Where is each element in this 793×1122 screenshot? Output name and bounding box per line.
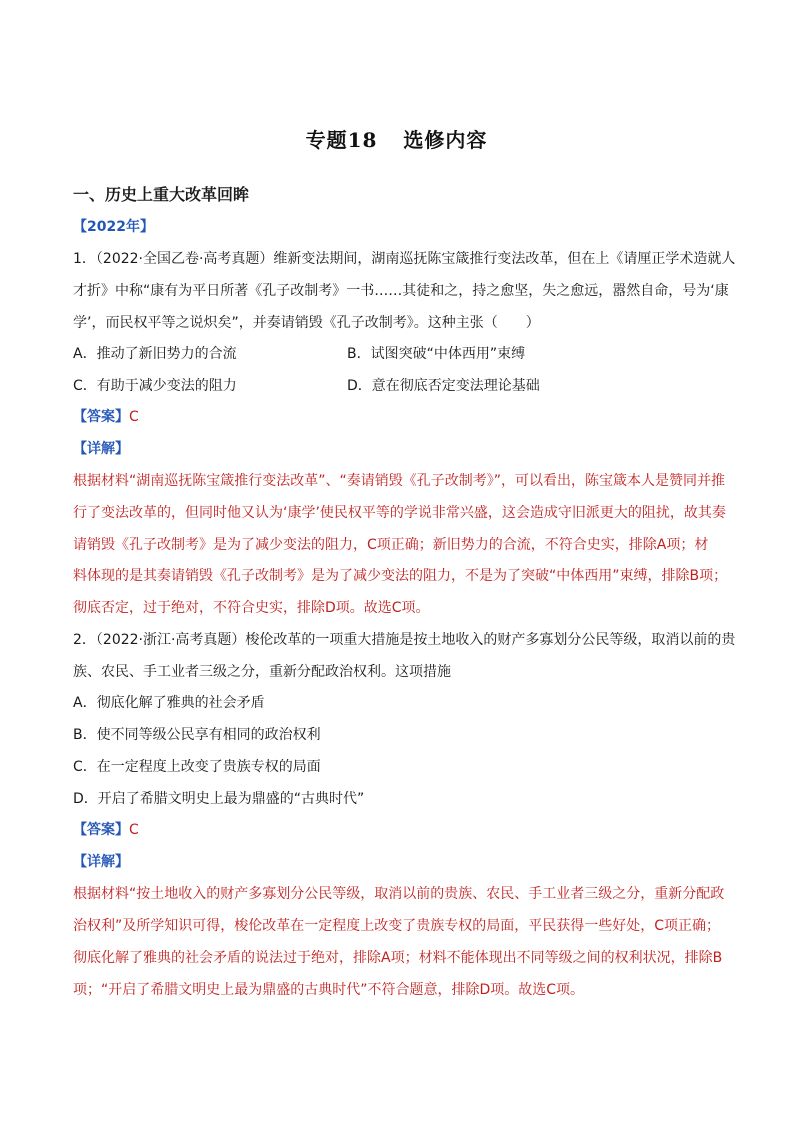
q1-option-d: D．意在彻底否定变法理论基础 (347, 378, 540, 394)
q1-option-c: C．有助于减少变法的阻力 (73, 378, 237, 394)
q2-detail-line: 根据材料“按土地收入的财产多寡划分公民等级，取消以前的贵族、农民、手工业者三级之分，重新分配政 (73, 886, 725, 902)
q2-detail-line: 彻底化解了雅典的社会矛盾的说法过于绝对，排除A项；材料不能体现出不同等级之间的权利状况，排除B (73, 950, 723, 966)
q1-stem-line: 1．（2022·全国乙卷·高考真题）维新变法期间，湖南巡抚陈宝箴推行变法改革，但在上《请厘正学术造就人 (73, 251, 736, 267)
q2-stem-line: 2．（2022·浙江·高考真题）梭伦改革的一项重大措施是按土地收入的财产多寡划分公民等级，取消以前的贵 (73, 632, 736, 648)
q1-detail-label: 【详解】 (73, 441, 129, 457)
q1-option-b: B．试图突破“中体西用”束缚 (347, 346, 526, 362)
page-title-part1: 专题18 (305, 128, 378, 152)
q2-detail-line: 治权利”及所学知识可得，梭伦改革在一定程度上改变了贵族专权的局面，平民获得一些好处，C项正确； (73, 918, 721, 934)
year-tag: 【2022年】 (73, 219, 154, 235)
section-heading: 一、历史上重大改革回眸 (73, 185, 250, 204)
q1-detail-line: 根据材料“湖南巡抚陈宝箴推行变法改革”、“奏请销毁《孔子改制考》”，可以看出，陈宝箴本人是赞同并推 (73, 473, 726, 489)
q2-option-d: D．开启了希腊文明史上最为鼎盛的“古典时代” (73, 791, 365, 807)
q1-stem-line: 学’，而民权平等之说炽矣”，并奏请销毁《孔子改制考》。这种主张（ ） (73, 315, 540, 331)
page-title (0, 124, 793, 153)
q2-answer (73, 820, 733, 840)
q2-option-a: A．彻底化解了雅典的社会矛盾 (73, 695, 265, 711)
q1-answer-label: 【答案】 (73, 409, 129, 425)
page-title-part2: 选修内容 (403, 128, 488, 152)
q1-option-a: A．推动了新旧势力的合流 (73, 346, 237, 362)
q1-stem-line: 才折》中称“康有为平日所著《孔子改制考》一书……其徒和之，持之愈坚，失之愈远，嚣然自命，号为‘康 (73, 283, 729, 299)
q2-option-c: C．在一定程度上改变了贵族专权的局面 (73, 759, 321, 775)
q1-detail-line: 请销毁《孔子改制考》是为了减少变法的阻力，C项正确；新旧势力的合流，不符合史实，排除A项；材 (73, 537, 709, 553)
q1-answer-value: C (129, 409, 139, 425)
q1-detail-line: 行了变法改革的，但同时他又认为‘康学’使民权平等的学说非常兴盛，这会造成守旧派更大的阻扰，故其奏 (73, 505, 726, 521)
q2-answer-label: 【答案】 (73, 822, 129, 838)
q2-stem-line: 族、农民、手工业者三级之分，重新分配政治权利。这项措施 (73, 664, 451, 680)
q1-detail-line: 料体现的是其奏请销毁《孔子改制考》是为了减少变法的阻力，不是为了突破“中体西用”束缚，排除B项； (73, 568, 728, 584)
q1-answer (73, 407, 733, 427)
q2-option-b: B．使不同等级公民享有相同的政治权利 (73, 727, 321, 743)
q2-answer-value: C (129, 822, 139, 838)
q2-detail-label: 【详解】 (73, 854, 129, 870)
q1-detail-line: 彻底否定，过于绝对，不符合史实，排除D项。故选C项。 (73, 600, 430, 616)
q2-detail-line: 项；“开启了希腊文明史上最为鼎盛的古典时代”不符合题意，排除D项。故选C项。 (73, 982, 585, 998)
